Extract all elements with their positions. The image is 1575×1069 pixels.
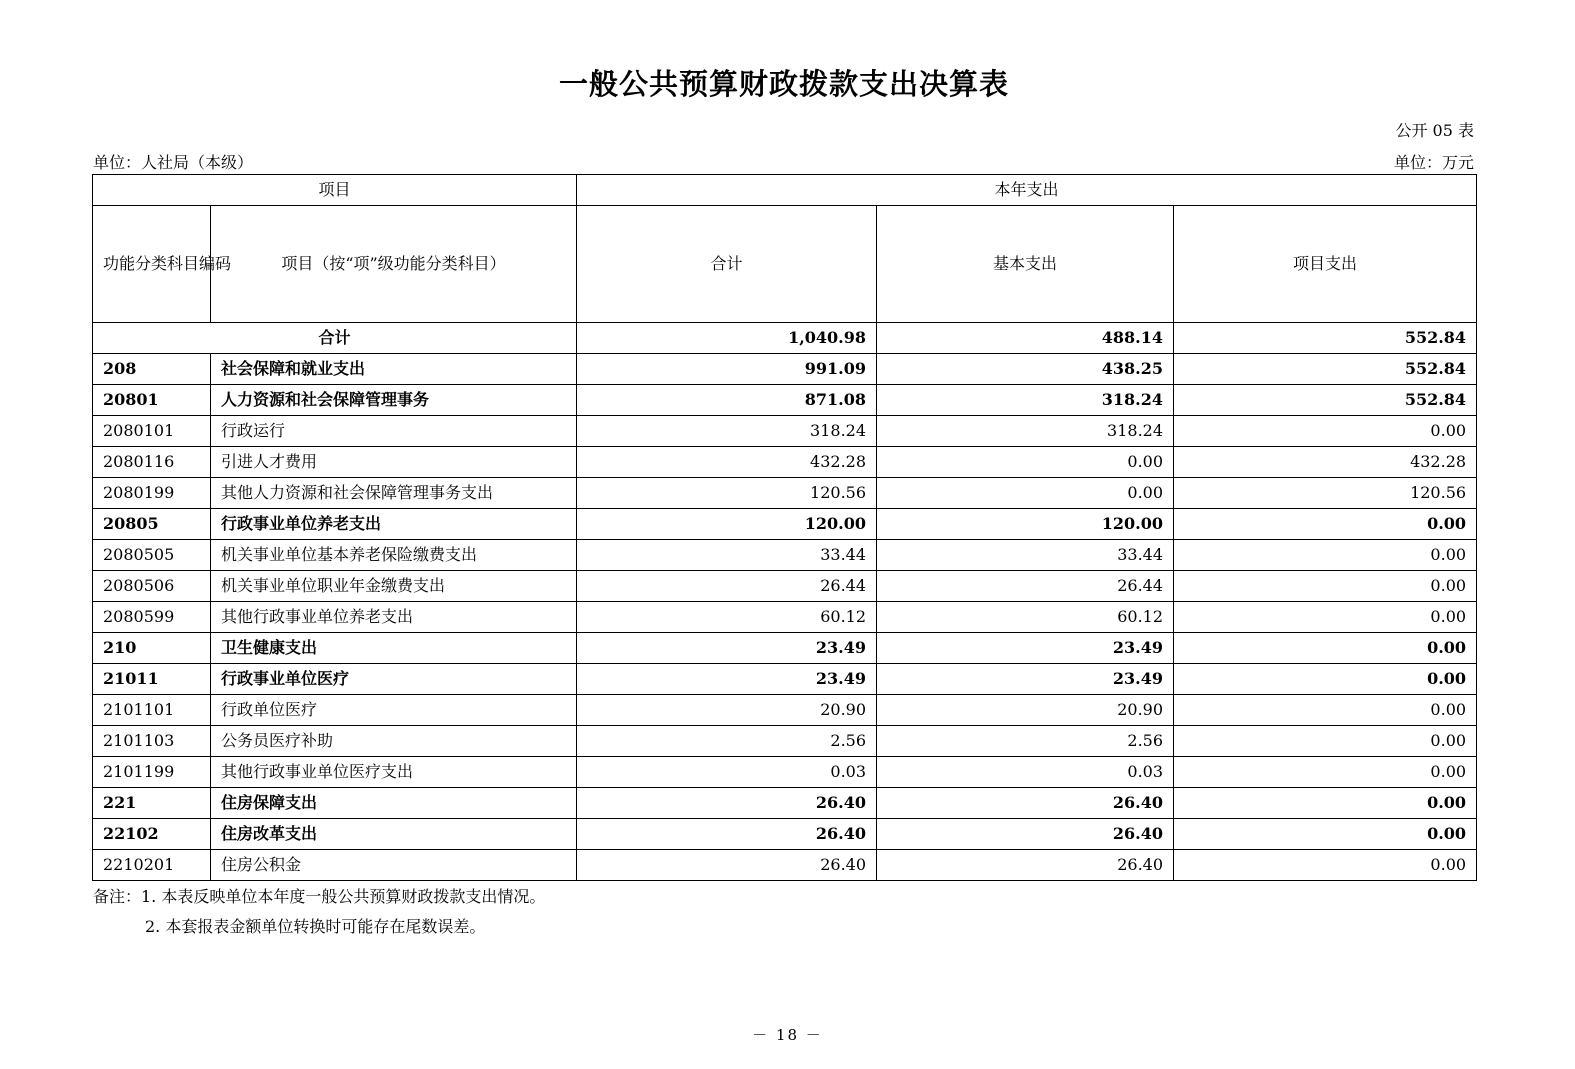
row-code: 2080599 — [93, 602, 211, 633]
row-item: 0.00 — [1174, 664, 1477, 695]
page-number: － 18 － — [752, 1026, 823, 1044]
header-name: 项目（按“项”级功能分类科目） — [211, 206, 577, 323]
row-total: 23.49 — [577, 664, 877, 695]
row-item: 120.56 — [1174, 478, 1477, 509]
row-item: 0.00 — [1174, 633, 1477, 664]
row-code: 22102 — [93, 819, 211, 850]
row-basic: 60.12 — [877, 602, 1174, 633]
table-row — [93, 757, 1477, 788]
table-row — [93, 819, 1477, 850]
table-row — [93, 509, 1477, 540]
row-name: 其他行政事业单位养老支出 — [211, 602, 577, 633]
row-item: 0.00 — [1174, 819, 1477, 850]
row-name: 其他人力资源和社会保障管理事务支出 — [211, 478, 577, 509]
table-row — [93, 354, 1477, 385]
row-item: 0.00 — [1174, 850, 1477, 881]
row-item: 0.00 — [1174, 540, 1477, 571]
row-name: 引进人才费用 — [211, 447, 577, 478]
row-basic: 26.40 — [877, 850, 1174, 881]
row-code: 2080199 — [93, 478, 211, 509]
table-row — [93, 540, 1477, 571]
row-name: 住房保障支出 — [211, 788, 577, 819]
row-total: 0.03 — [577, 757, 877, 788]
table-row — [93, 788, 1477, 819]
row-item: 0.00 — [1174, 726, 1477, 757]
row-total: 60.12 — [577, 602, 877, 633]
table-row — [93, 633, 1477, 664]
form-number: 公开 05 表 — [1395, 121, 1474, 140]
row-basic: 26.44 — [877, 571, 1174, 602]
total-row — [93, 323, 1477, 354]
row-basic: 0.00 — [877, 478, 1174, 509]
row-total: 26.40 — [577, 788, 877, 819]
notes — [93, 882, 545, 942]
row-item: 432.28 — [1174, 447, 1477, 478]
header-project: 项目 — [93, 175, 577, 206]
row-name: 卫生健康支出 — [211, 633, 577, 664]
row-item: 0.00 — [1174, 788, 1477, 819]
row-code: 2080506 — [93, 571, 211, 602]
row-name: 公务员医疗补助 — [211, 726, 577, 757]
row-basic: 0.03 — [877, 757, 1174, 788]
row-item: 0.00 — [1174, 416, 1477, 447]
table-row — [93, 726, 1477, 757]
row-total: 120.56 — [577, 478, 877, 509]
row-item: 0.00 — [1174, 509, 1477, 540]
row-total: 33.44 — [577, 540, 877, 571]
row-total: 991.09 — [577, 354, 877, 385]
total-amount: 1,040.98 — [577, 323, 877, 354]
expenditure-table — [92, 174, 1477, 881]
row-name: 行政事业单位养老支出 — [211, 509, 577, 540]
row-basic: 33.44 — [877, 540, 1174, 571]
row-name: 机关事业单位职业年金缴费支出 — [211, 571, 577, 602]
row-code: 2080101 — [93, 416, 211, 447]
currency-unit: 单位：万元 — [1393, 153, 1474, 172]
row-code: 2210201 — [93, 850, 211, 881]
row-basic: 26.40 — [877, 819, 1174, 850]
row-item: 552.84 — [1174, 354, 1477, 385]
row-name: 行政事业单位医疗 — [211, 664, 577, 695]
row-basic: 0.00 — [877, 447, 1174, 478]
row-name: 住房改革支出 — [211, 819, 577, 850]
row-basic: 120.00 — [877, 509, 1174, 540]
row-basic: 318.24 — [877, 385, 1174, 416]
row-total: 26.44 — [577, 571, 877, 602]
row-name: 行政运行 — [211, 416, 577, 447]
row-basic: 26.40 — [877, 788, 1174, 819]
row-code: 2101101 — [93, 695, 211, 726]
row-code: 2080505 — [93, 540, 211, 571]
page-title: 一般公共预算财政拨款支出决算表 — [558, 67, 1009, 101]
row-total: 23.49 — [577, 633, 877, 664]
row-code: 2101103 — [93, 726, 211, 757]
table-row — [93, 664, 1477, 695]
note-1: 备注：1. 本表反映单位本年度一般公共预算财政拨款支出情况。 — [93, 887, 546, 906]
note-2: 2. 本套报表金额单位转换时可能存在尾数误差。 — [145, 917, 486, 936]
total-label: 合计 — [93, 323, 577, 354]
total-basic: 488.14 — [877, 323, 1174, 354]
header-code: 功能分类科目编码 — [93, 206, 211, 323]
total-item: 552.84 — [1174, 323, 1477, 354]
row-total: 2.56 — [577, 726, 877, 757]
header-basic: 基本支出 — [877, 206, 1174, 323]
table-row — [93, 571, 1477, 602]
row-basic: 23.49 — [877, 664, 1174, 695]
table-row — [93, 695, 1477, 726]
row-total: 318.24 — [577, 416, 877, 447]
row-name: 住房公积金 — [211, 850, 577, 881]
row-total: 432.28 — [577, 447, 877, 478]
header-total: 合计 — [577, 206, 877, 323]
table-row — [93, 602, 1477, 633]
table-row — [93, 416, 1477, 447]
row-basic: 20.90 — [877, 695, 1174, 726]
header-row-2 — [93, 206, 1477, 323]
row-total: 120.00 — [577, 509, 877, 540]
row-name: 社会保障和就业支出 — [211, 354, 577, 385]
row-item: 0.00 — [1174, 757, 1477, 788]
row-basic: 438.25 — [877, 354, 1174, 385]
row-code: 2080116 — [93, 447, 211, 478]
row-total: 26.40 — [577, 819, 877, 850]
table-row — [93, 478, 1477, 509]
row-code: 2101199 — [93, 757, 211, 788]
row-name: 机关事业单位基本养老保险缴费支出 — [211, 540, 577, 571]
row-code: 21011 — [93, 664, 211, 695]
reporting-unit: 单位：人社局（本级） — [93, 153, 254, 172]
row-code: 20805 — [93, 509, 211, 540]
row-basic: 2.56 — [877, 726, 1174, 757]
row-basic: 318.24 — [877, 416, 1174, 447]
row-name: 其他行政事业单位医疗支出 — [211, 757, 577, 788]
row-total: 26.40 — [577, 850, 877, 881]
row-code: 210 — [93, 633, 211, 664]
row-item: 0.00 — [1174, 695, 1477, 726]
row-item: 0.00 — [1174, 571, 1477, 602]
row-code: 221 — [93, 788, 211, 819]
row-total: 871.08 — [577, 385, 877, 416]
row-name: 行政单位医疗 — [211, 695, 577, 726]
header-current-year: 本年支出 — [577, 175, 1477, 206]
header-item: 项目支出 — [1174, 206, 1477, 323]
row-name: 人力资源和社会保障管理事务 — [211, 385, 577, 416]
header-row-1 — [93, 175, 1477, 206]
row-total: 20.90 — [577, 695, 877, 726]
table-row — [93, 850, 1477, 881]
row-item: 552.84 — [1174, 385, 1477, 416]
row-item: 0.00 — [1174, 602, 1477, 633]
row-code: 208 — [93, 354, 211, 385]
row-basic: 23.49 — [877, 633, 1174, 664]
table-row — [93, 385, 1477, 416]
row-code: 20801 — [93, 385, 211, 416]
table-row — [93, 447, 1477, 478]
